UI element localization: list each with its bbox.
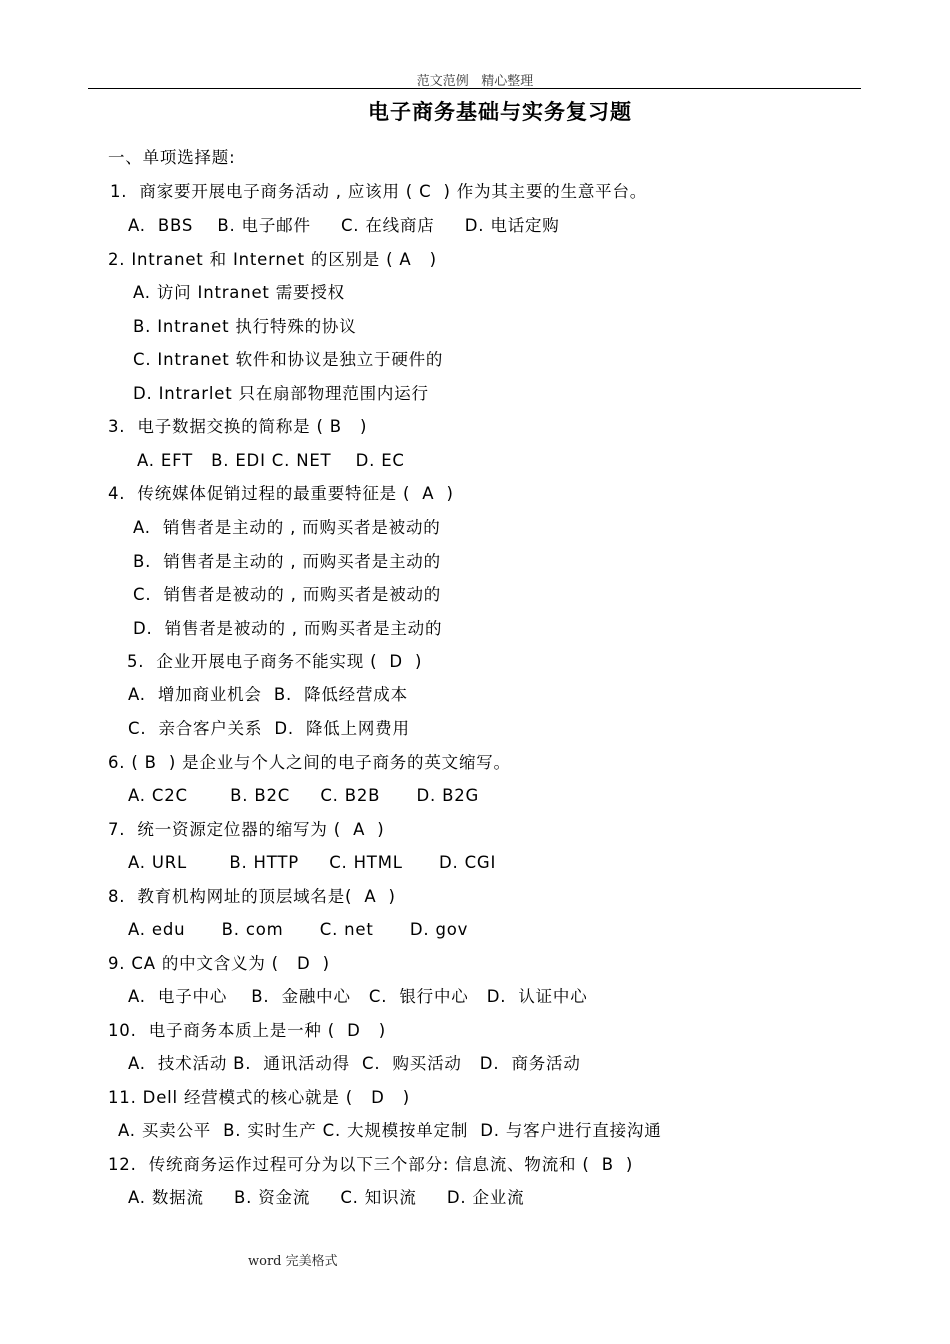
question-2: 2. Intranet 和 Internet 的区别是 ( A ) xyxy=(108,250,437,269)
header-divider xyxy=(88,88,861,89)
question-9-options: A. 电子中心 B. 金融中心 C. 银行中心 D. 认证中心 xyxy=(128,987,588,1006)
question-1: 1. 商家要开展电子商务活动 , 应该用 ( C ) 作为其主要的生意平台。 xyxy=(110,182,648,201)
question-7-options: A. URL B. HTTP C. HTML D. CGI xyxy=(128,853,497,872)
document-title: 电子商务基础与实务复习题 xyxy=(368,99,632,124)
question-9: 9. CA 的中文含义为 ( D ) xyxy=(108,954,330,973)
question-5-options-cd: C. 亲合客户关系 D. 降低上网费用 xyxy=(128,719,410,738)
question-4: 4. 传统媒体促销过程的最重要特征是 ( A ) xyxy=(108,484,454,503)
question-12-options: A. 数据流 B. 资金流 C. 知识流 D. 企业流 xyxy=(128,1188,525,1207)
question-7: 7. 统一资源定位器的缩写为 ( A ) xyxy=(108,820,385,839)
question-10-options: A. 技术活动 B. 通讯活动得 C. 购买活动 D. 商务活动 xyxy=(128,1054,581,1073)
question-5: 5. 企业开展电子商务不能实现 ( D ) xyxy=(127,652,423,671)
question-8: 8. 教育机构网址的顶层域名是( A ) xyxy=(108,887,396,906)
question-5-options-ab: A. 增加商业机会 B. 降低经营成本 xyxy=(128,685,408,704)
question-3: 3. 电子数据交换的简称是 ( B ) xyxy=(108,417,368,436)
question-10: 10. 电子商务本质上是一种 ( D ) xyxy=(108,1021,386,1040)
question-4-option-c: C. 销售者是被动的 , 而购买者是被动的 xyxy=(133,585,442,604)
question-2-option-d: D. Intrarlet 只在扇部物理范围内运行 xyxy=(133,384,429,403)
section-heading: 一、单项选择题: xyxy=(108,148,236,167)
question-12: 12. 传统商务运作过程可分为以下三个部分: 信息流、物流和 ( B ) xyxy=(108,1155,634,1174)
question-8-options: A. edu B. com C. net D. gov xyxy=(128,920,469,939)
question-4-option-a: A. 销售者是主动的 , 而购买者是被动的 xyxy=(133,518,441,537)
question-2-option-c: C. Intranet 软件和协议是独立于硬件的 xyxy=(133,350,444,369)
question-4-option-b: B. 销售者是主动的 , 而购买者是主动的 xyxy=(133,552,441,571)
page-footer: word 完美格式 xyxy=(248,1254,338,1269)
question-1-options: A. BBS B. 电子邮件 C. 在线商店 D. 电话定购 xyxy=(128,216,560,235)
page-header: 范文范例 精心整理 xyxy=(416,74,534,89)
question-2-option-b: B. Intranet 执行特殊的协议 xyxy=(133,317,357,336)
question-2-option-a: A. 访问 Intranet 需要授权 xyxy=(133,283,345,302)
question-11-options: A. 买卖公平 B. 实时生产 C. 大规模按单定制 D. 与客户进行直接沟通 xyxy=(118,1121,662,1140)
question-3-options: A. EFT B. EDI C. NET D. EC xyxy=(137,451,405,470)
question-11: 11. Dell 经营模式的核心就是 ( D ) xyxy=(108,1088,410,1107)
question-6-options: A. C2C B. B2C C. B2B D. B2G xyxy=(128,786,480,805)
question-4-option-d: D. 销售者是被动的 , 而购买者是主动的 xyxy=(133,619,443,638)
question-6: 6. ( B ) 是企业与个人之间的电子商务的英文缩写。 xyxy=(108,753,511,772)
